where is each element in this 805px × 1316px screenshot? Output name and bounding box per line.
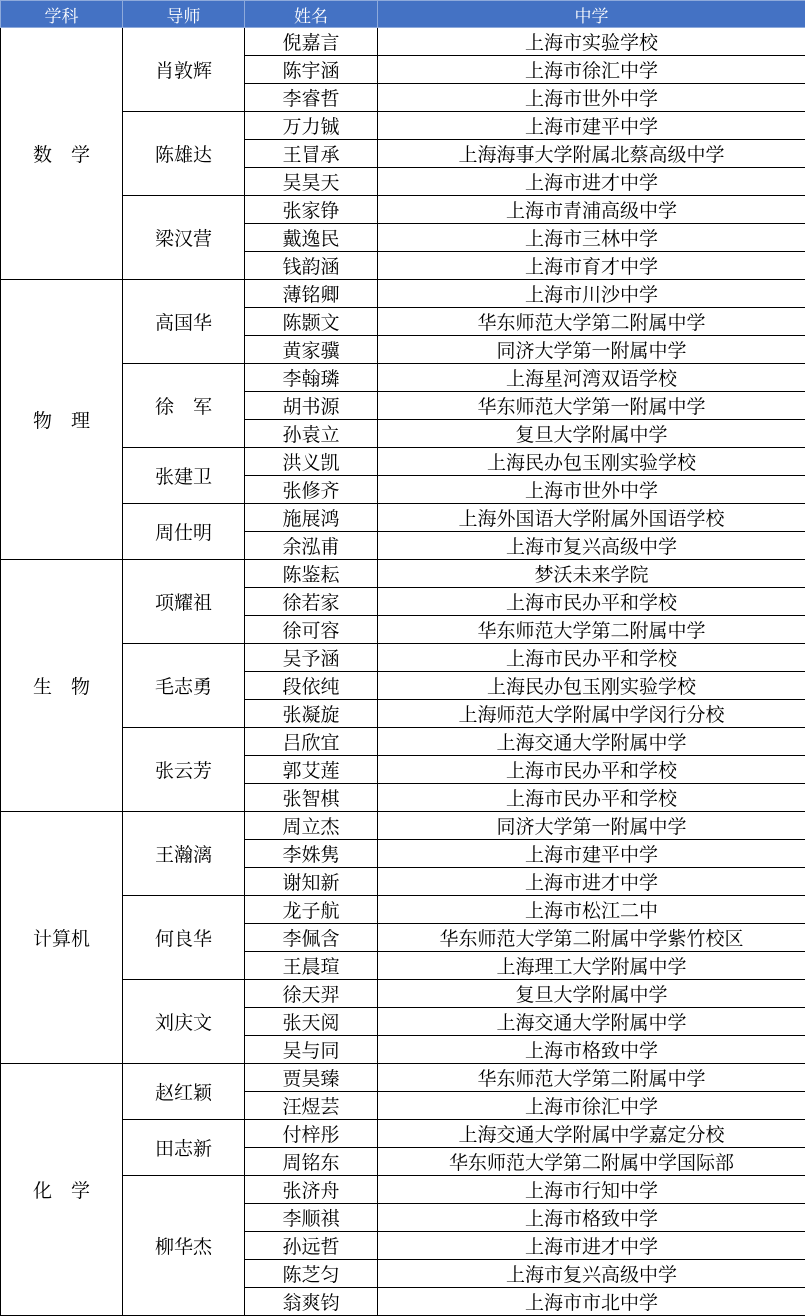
student-name-cell: 倪嘉言 <box>245 28 378 56</box>
school-cell: 同济大学第一附属中学 <box>378 812 805 840</box>
school-cell: 上海交通大学附属中学嘉定分校 <box>378 1120 805 1148</box>
school-cell: 华东师范大学第二附属中学 <box>378 308 805 336</box>
school-cell: 华东师范大学第二附属中学 <box>378 1064 805 1092</box>
school-cell: 上海师范大学附属中学闵行分校 <box>378 700 805 728</box>
student-name-cell: 吴与同 <box>245 1036 378 1064</box>
student-name-cell: 王冒承 <box>245 140 378 168</box>
school-cell: 华东师范大学第二附属中学紫竹校区 <box>378 924 805 952</box>
student-name-cell: 吕欣宜 <box>245 728 378 756</box>
student-name-cell: 李翰璘 <box>245 364 378 392</box>
student-name-cell: 张天阅 <box>245 1008 378 1036</box>
header-name: 姓名 <box>245 1 378 28</box>
school-cell: 华东师范大学第一附属中学 <box>378 392 805 420</box>
student-name-cell: 万力铖 <box>245 112 378 140</box>
student-name-cell: 付梓彤 <box>245 1120 378 1148</box>
student-name-cell: 谢知新 <box>245 868 378 896</box>
student-name-cell: 孙袁立 <box>245 420 378 448</box>
school-cell: 上海交通大学附属中学 <box>378 728 805 756</box>
school-cell: 上海市行知中学 <box>378 1176 805 1204</box>
student-name-cell: 李姝隽 <box>245 840 378 868</box>
school-cell: 上海市民办平和学校 <box>378 588 805 616</box>
header-subject: 学科 <box>1 1 123 28</box>
school-cell: 上海市复兴高级中学 <box>378 532 805 560</box>
school-cell: 上海市进才中学 <box>378 868 805 896</box>
student-name-cell: 胡书源 <box>245 392 378 420</box>
school-cell: 上海市复兴高级中学 <box>378 1260 805 1288</box>
subject-cell: 化 学 <box>1 1064 123 1316</box>
school-cell: 上海市格致中学 <box>378 1204 805 1232</box>
school-cell: 华东师范大学第二附属中学 <box>378 616 805 644</box>
header-row <box>1 1 805 28</box>
student-name-cell: 徐天羿 <box>245 980 378 1008</box>
student-name-cell: 薄铭卿 <box>245 280 378 308</box>
school-cell: 上海市实验学校 <box>378 28 805 56</box>
school-cell: 上海市三林中学 <box>378 224 805 252</box>
mentor-cell: 王瀚漓 <box>123 812 245 896</box>
school-cell: 上海外国语大学附属外国语学校 <box>378 504 805 532</box>
student-name-cell: 戴逸民 <box>245 224 378 252</box>
student-name-cell: 张济舟 <box>245 1176 378 1204</box>
table-row <box>1 812 805 840</box>
student-name-cell: 张修齐 <box>245 476 378 504</box>
student-name-cell: 李佩含 <box>245 924 378 952</box>
student-name-cell: 王晨瑄 <box>245 952 378 980</box>
student-name-cell: 钱韵涵 <box>245 252 378 280</box>
school-cell: 上海民办包玉刚实验学校 <box>378 672 805 700</box>
school-cell: 复旦大学附属中学 <box>378 980 805 1008</box>
subject-cell: 数 学 <box>1 28 123 280</box>
student-name-cell: 张智棋 <box>245 784 378 812</box>
school-cell: 上海民办包玉刚实验学校 <box>378 448 805 476</box>
school-cell: 上海市建平中学 <box>378 112 805 140</box>
mentor-cell: 肖敦辉 <box>123 28 245 112</box>
student-name-cell: 龙子航 <box>245 896 378 924</box>
student-name-cell: 黄家骥 <box>245 336 378 364</box>
student-name-cell: 陈宇涵 <box>245 56 378 84</box>
student-name-cell: 洪义凯 <box>245 448 378 476</box>
school-cell: 上海理工大学附属中学 <box>378 952 805 980</box>
school-cell: 上海星河湾双语学校 <box>378 364 805 392</box>
student-name-cell: 段依纯 <box>245 672 378 700</box>
student-name-cell: 徐若家 <box>245 588 378 616</box>
table-row <box>1 560 805 588</box>
mentor-cell: 徐 军 <box>123 364 245 448</box>
school-cell: 上海市松江二中 <box>378 896 805 924</box>
mentor-cell: 何良华 <box>123 896 245 980</box>
mentor-cell: 梁汉营 <box>123 196 245 280</box>
mentor-cell: 陈雄达 <box>123 112 245 196</box>
school-cell: 上海市世外中学 <box>378 476 805 504</box>
student-name-cell: 周铭东 <box>245 1148 378 1176</box>
mentor-cell: 赵红颖 <box>123 1064 245 1120</box>
student-name-cell: 陈芝匀 <box>245 1260 378 1288</box>
table-row <box>1 1064 805 1092</box>
student-name-cell: 吴昊天 <box>245 168 378 196</box>
student-name-cell: 贾昊臻 <box>245 1064 378 1092</box>
table-row <box>1 280 805 308</box>
table-body <box>1 28 805 1316</box>
school-cell: 上海市建平中学 <box>378 840 805 868</box>
school-cell: 梦沃未来学院 <box>378 560 805 588</box>
school-cell: 上海市民办平和学校 <box>378 644 805 672</box>
mentor-cell: 刘庆文 <box>123 980 245 1064</box>
school-cell: 同济大学第一附属中学 <box>378 336 805 364</box>
mentor-cell: 柳华杰 <box>123 1176 245 1316</box>
school-cell: 上海市育才中学 <box>378 252 805 280</box>
student-name-cell: 余泓甫 <box>245 532 378 560</box>
school-cell: 上海市进才中学 <box>378 1232 805 1260</box>
student-name-cell: 翁爽钧 <box>245 1288 378 1316</box>
header-mentor: 导师 <box>123 1 245 28</box>
mentor-cell: 高国华 <box>123 280 245 364</box>
school-cell: 上海市世外中学 <box>378 84 805 112</box>
subject-cell: 计算机 <box>1 812 123 1064</box>
school-cell: 上海市格致中学 <box>378 1036 805 1064</box>
student-name-cell: 徐可容 <box>245 616 378 644</box>
school-cell: 复旦大学附属中学 <box>378 420 805 448</box>
mentor-cell: 项耀祖 <box>123 560 245 644</box>
student-name-cell: 陈鉴耘 <box>245 560 378 588</box>
student-name-cell: 李睿哲 <box>245 84 378 112</box>
subject-cell: 生 物 <box>1 560 123 812</box>
student-name-cell: 孙远哲 <box>245 1232 378 1260</box>
student-name-cell: 张凝旋 <box>245 700 378 728</box>
mentor-cell: 张云芳 <box>123 728 245 812</box>
student-name-cell: 郭艾莲 <box>245 756 378 784</box>
school-cell: 上海市徐汇中学 <box>378 1092 805 1120</box>
student-name-cell: 周立杰 <box>245 812 378 840</box>
student-name-cell: 陈颢文 <box>245 308 378 336</box>
school-cell: 上海市民办平和学校 <box>378 784 805 812</box>
mentor-cell: 张建卫 <box>123 448 245 504</box>
student-name-cell: 张家铮 <box>245 196 378 224</box>
school-cell: 上海交通大学附属中学 <box>378 1008 805 1036</box>
student-name-cell: 李顺祺 <box>245 1204 378 1232</box>
table-row <box>1 28 805 56</box>
student-name-cell: 汪煜芸 <box>245 1092 378 1120</box>
student-name-cell: 施展鸿 <box>245 504 378 532</box>
student-name-cell: 吴予涵 <box>245 644 378 672</box>
mentor-cell: 田志新 <box>123 1120 245 1176</box>
school-cell: 上海市进才中学 <box>378 168 805 196</box>
header-school: 中学 <box>378 1 805 28</box>
school-cell: 华东师范大学第二附属中学国际部 <box>378 1148 805 1176</box>
school-cell: 上海市民办平和学校 <box>378 756 805 784</box>
mentor-cell: 毛志勇 <box>123 644 245 728</box>
mentor-cell: 周仕明 <box>123 504 245 560</box>
school-cell: 上海市川沙中学 <box>378 280 805 308</box>
subject-cell: 物 理 <box>1 280 123 560</box>
school-cell: 上海市徐汇中学 <box>378 56 805 84</box>
school-cell: 上海市青浦高级中学 <box>378 196 805 224</box>
school-cell: 上海市市北中学 <box>378 1288 805 1316</box>
school-cell: 上海海事大学附属北蔡高级中学 <box>378 140 805 168</box>
